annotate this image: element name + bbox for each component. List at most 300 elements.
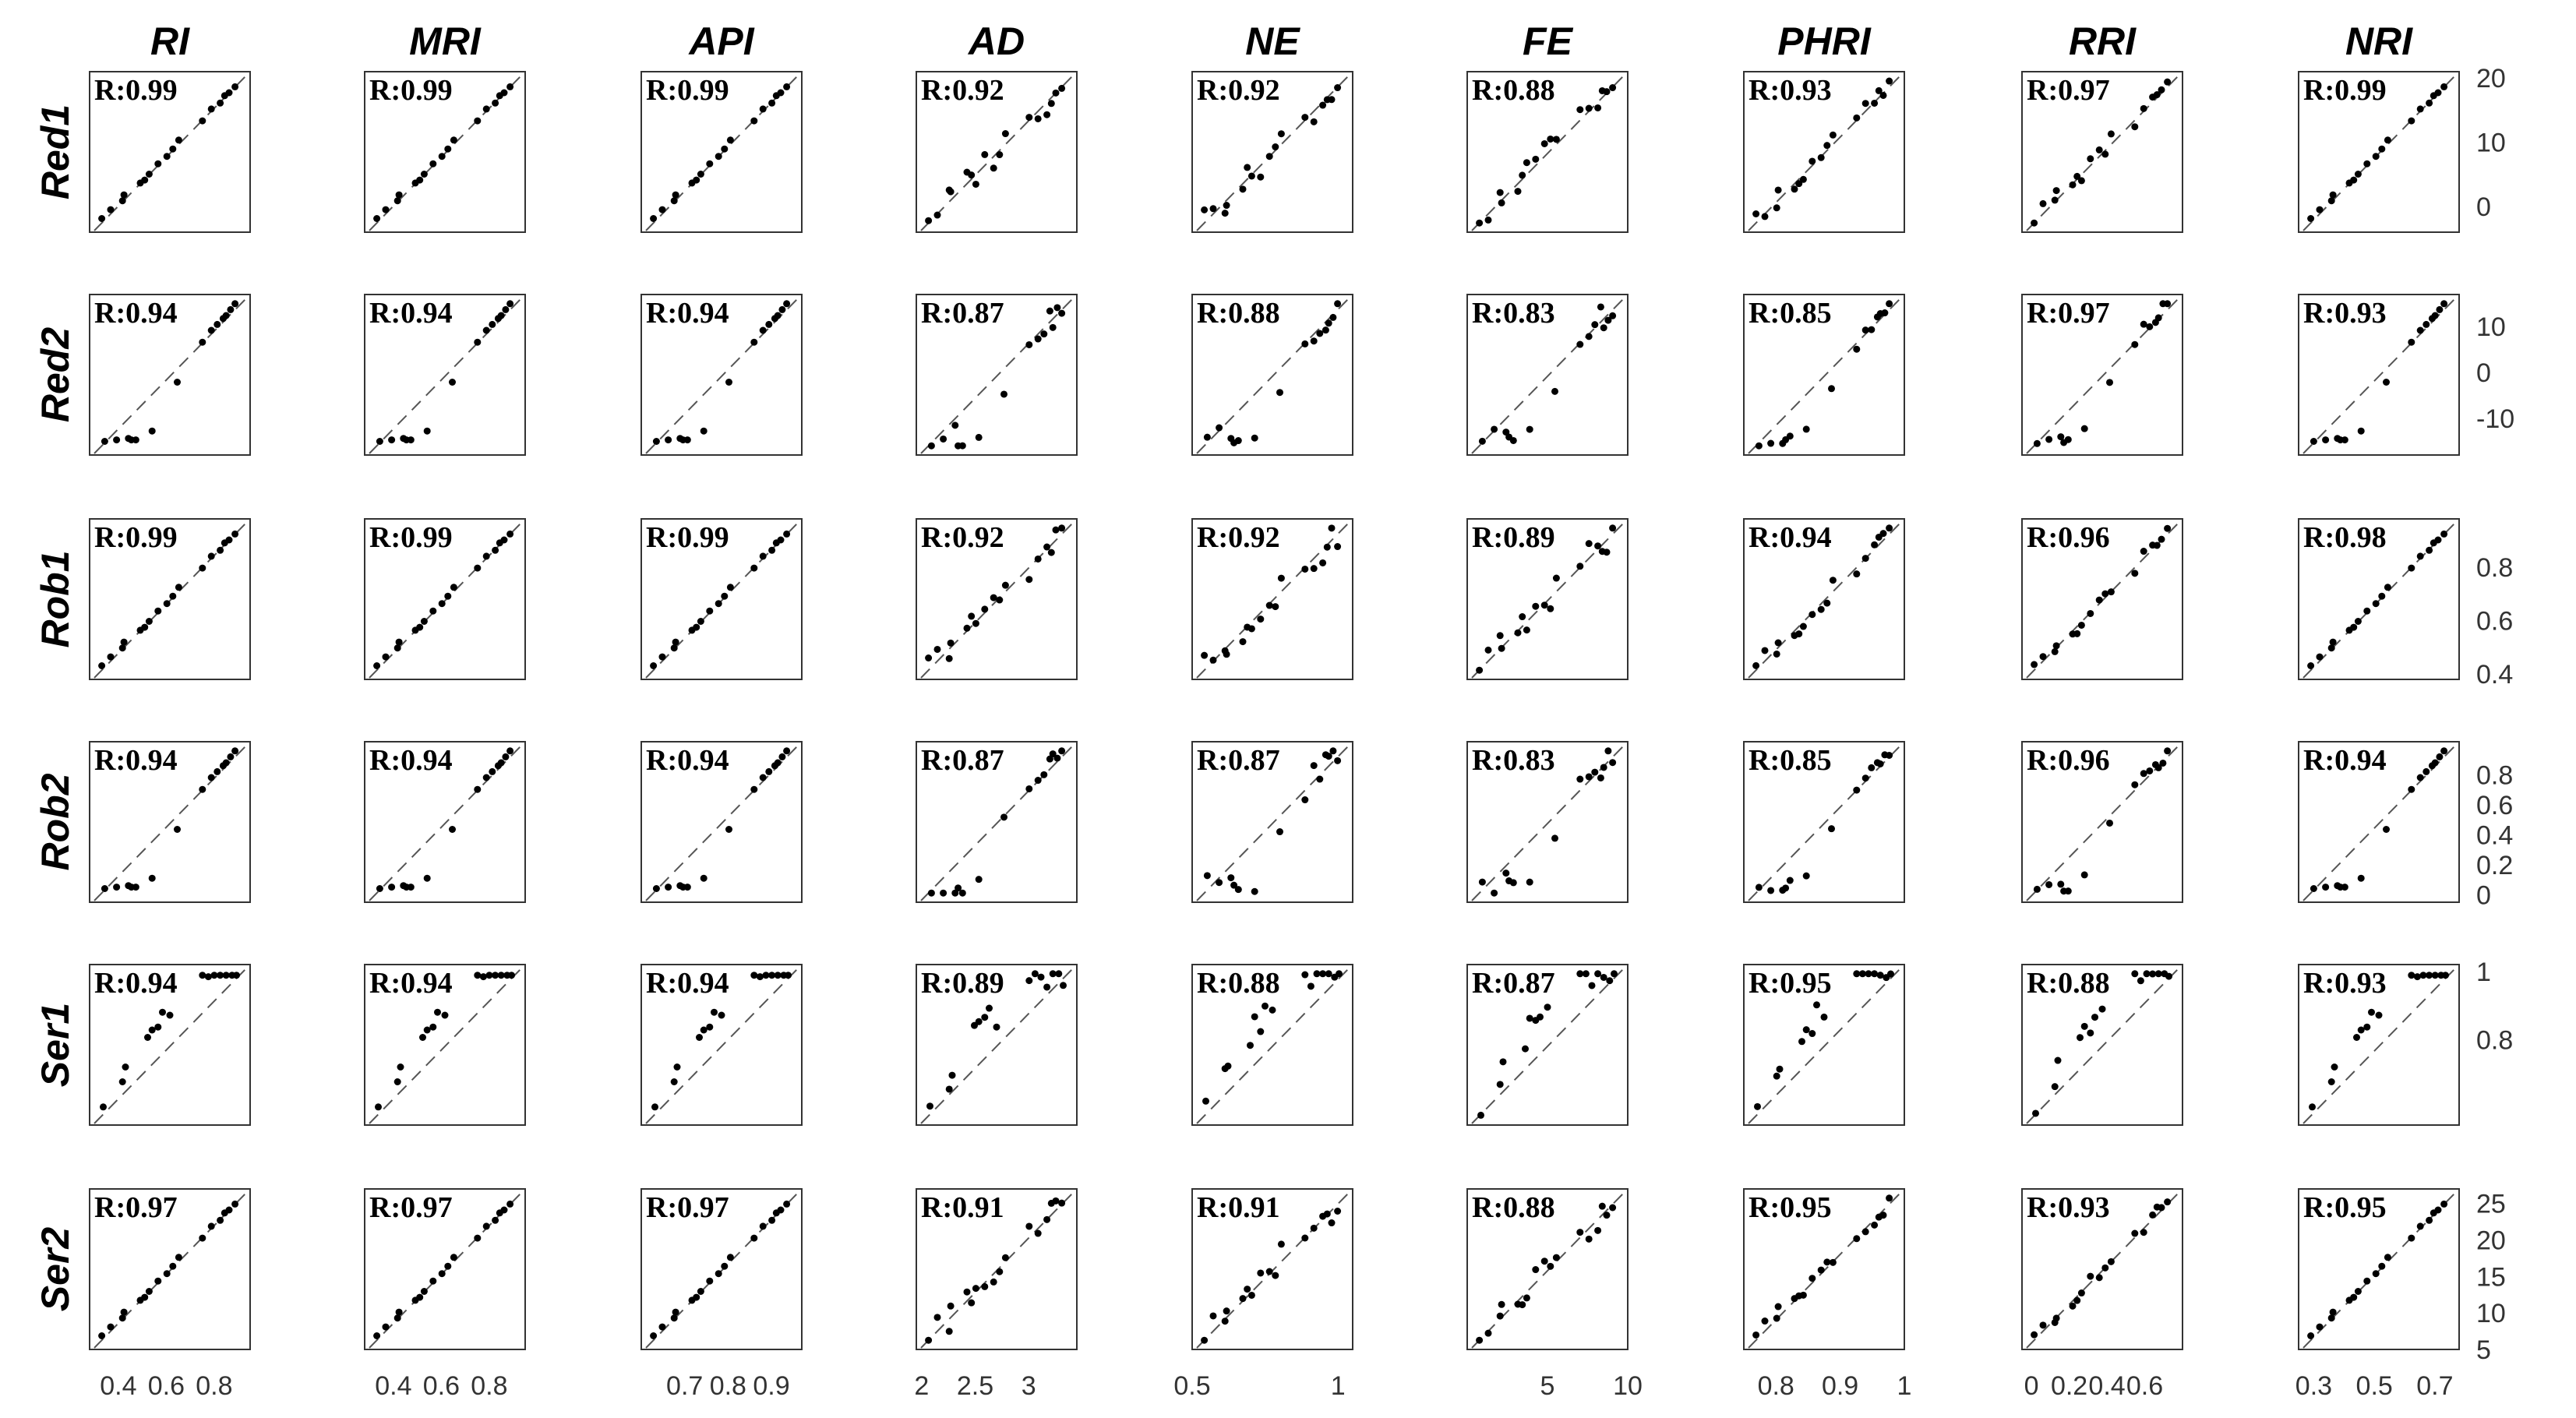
data-point [925, 654, 932, 661]
data-point [928, 890, 935, 897]
data-point [1043, 1216, 1050, 1223]
data-point [506, 300, 513, 307]
data-point [1491, 425, 1498, 432]
data-point [376, 438, 383, 445]
data-point [2376, 1012, 2383, 1019]
data-point [1752, 662, 1759, 669]
data-point [2417, 552, 2424, 559]
data-point [2087, 610, 2094, 617]
data-point [394, 1078, 401, 1085]
data-point [501, 537, 508, 544]
data-point [2131, 781, 2138, 788]
data-point [502, 753, 509, 760]
data-point [996, 1268, 1003, 1275]
data-point [1795, 630, 1802, 637]
data-point [508, 972, 515, 979]
data-point [990, 1279, 997, 1286]
data-point [1058, 310, 1065, 317]
data-point [1606, 977, 1613, 984]
data-point [2384, 584, 2391, 591]
data-point [1586, 540, 1593, 547]
data-point [1266, 153, 1273, 160]
data-point [1522, 1046, 1529, 1053]
data-point [223, 760, 230, 767]
data-point [2384, 1254, 2391, 1261]
r-value-label: R:0.92 [1197, 74, 1280, 107]
data-point [1476, 220, 1483, 227]
data-point [1272, 143, 1279, 150]
column-header-phri: PHRI [1777, 19, 1871, 63]
data-point [1278, 130, 1285, 137]
data-point [146, 618, 153, 625]
data-point [154, 160, 161, 168]
data-point [700, 428, 708, 435]
data-point [1510, 437, 1517, 444]
data-point [727, 136, 734, 143]
data-point [2353, 1034, 2360, 1041]
column-header-nri: NRI [2345, 19, 2413, 63]
data-point [231, 1201, 238, 1208]
data-point [434, 1009, 441, 1016]
data-point [1497, 1081, 1504, 1088]
data-point [775, 760, 782, 767]
data-point [1225, 1063, 1232, 1070]
r-value-label: R:0.93 [1749, 74, 1832, 107]
r-value-label: R:0.94 [94, 744, 178, 777]
data-point [397, 1064, 404, 1071]
data-point [2052, 196, 2059, 203]
panel-red1-ad [916, 72, 1077, 232]
data-point [483, 552, 490, 559]
data-point [2034, 440, 2041, 447]
data-point [684, 884, 691, 891]
data-point [768, 100, 775, 107]
row-header-red2: Red2 [34, 326, 77, 423]
data-point [1248, 1292, 1255, 1299]
x-tick-label: 0.8 [196, 1371, 233, 1401]
data-point [421, 1288, 428, 1295]
data-point [947, 1303, 955, 1310]
data-point [1035, 1230, 1042, 1237]
data-point [684, 436, 691, 443]
data-point [1871, 541, 1878, 549]
data-point [1329, 96, 1336, 103]
data-point [2310, 885, 2317, 892]
data-point [492, 547, 499, 554]
data-point [940, 436, 947, 443]
r-value-label: R:0.89 [1472, 521, 1555, 554]
y-tick-label: 0.8 [2476, 760, 2514, 791]
data-point [132, 884, 139, 891]
data-point [1800, 176, 1807, 183]
data-point [665, 436, 672, 443]
y-tick-label: 0.2 [2476, 850, 2514, 880]
row-header-rob2: Rob2 [34, 773, 77, 871]
data-point [1523, 626, 1530, 633]
panel-ser2-ad [916, 1189, 1077, 1349]
data-point [442, 1012, 449, 1019]
data-point [981, 1283, 988, 1290]
data-point [2426, 1217, 2433, 1224]
r-value-label: R:0.94 [1749, 521, 1832, 554]
data-point [1752, 210, 1759, 217]
data-point [141, 1294, 148, 1301]
data-point [1311, 1225, 1318, 1232]
data-point [697, 618, 704, 625]
data-point [474, 339, 481, 346]
data-point [659, 206, 666, 213]
data-point [1058, 1200, 1065, 1207]
data-point [778, 753, 785, 760]
data-point [1808, 157, 1816, 164]
data-point [113, 884, 120, 891]
data-point [449, 826, 456, 833]
data-point [1551, 388, 1558, 395]
data-point [383, 1324, 390, 1331]
data-point [408, 436, 415, 443]
data-point [750, 786, 757, 793]
data-point [1046, 308, 1053, 315]
panel-rob1-mri [365, 519, 525, 679]
panel-ser1-mri [365, 965, 525, 1125]
r-value-label: R:0.94 [369, 744, 453, 777]
column-header-api: API [689, 19, 754, 63]
data-point [227, 753, 234, 760]
x-tick-label: 0.8 [471, 1371, 508, 1401]
data-point [2031, 661, 2038, 668]
data-point [1600, 324, 1607, 331]
r-value-label: R:0.99 [369, 74, 453, 107]
data-point [2307, 662, 2314, 669]
data-point [1532, 1266, 1539, 1273]
data-point [2096, 597, 2103, 604]
data-point [217, 100, 224, 107]
data-point [2426, 100, 2433, 107]
data-point [2355, 171, 2362, 178]
data-point [2363, 160, 2370, 168]
r-value-label: R:0.99 [94, 74, 178, 107]
data-point [199, 1235, 206, 1242]
data-point [951, 422, 958, 429]
r-value-label: R:0.96 [2027, 521, 2110, 554]
data-point [672, 639, 679, 646]
data-point [396, 1309, 403, 1316]
data-point [959, 890, 966, 897]
data-point [2140, 105, 2147, 112]
x-tick-label: 1 [1330, 1371, 1346, 1401]
data-point [2436, 306, 2443, 313]
data-point [1762, 1317, 1769, 1325]
data-point [474, 118, 481, 125]
data-point [760, 327, 767, 334]
data-point [394, 197, 401, 204]
y-tick-label: 0.4 [2476, 660, 2514, 690]
data-point [1025, 977, 1032, 984]
panel-rob2-ne [1192, 742, 1353, 902]
data-point [725, 826, 732, 833]
data-point [2309, 1103, 2316, 1110]
data-point [1526, 879, 1533, 886]
data-point [2131, 123, 2138, 130]
data-point [2108, 588, 2115, 595]
data-point [1515, 630, 1522, 637]
data-point [1597, 303, 1604, 310]
data-point [1808, 1275, 1816, 1282]
y-tick-label: 0 [2476, 358, 2491, 389]
data-point [502, 306, 509, 313]
r-value-label: R:0.93 [2303, 967, 2387, 1000]
data-point [1800, 1292, 1807, 1299]
data-point [1053, 304, 1060, 311]
data-point [2055, 1057, 2062, 1064]
data-point [146, 1288, 153, 1295]
r-value-label: R:0.95 [2303, 1191, 2387, 1224]
data-point [2350, 624, 2357, 631]
row-header-red1: Red1 [34, 104, 77, 200]
data-point [1035, 556, 1042, 563]
data-point [2408, 972, 2415, 979]
data-point [1204, 872, 1211, 879]
panel-rob2-ri [90, 742, 250, 902]
data-point [174, 379, 181, 386]
data-point [1500, 1058, 1507, 1065]
r-value-label: R:0.99 [94, 521, 178, 554]
data-point [725, 379, 732, 386]
y-tick-label: 10 [2476, 1299, 2506, 1329]
data-point [1868, 326, 1875, 333]
data-point [2040, 200, 2047, 207]
data-point [1762, 647, 1769, 654]
y-tick-label: 20 [2476, 64, 2506, 94]
data-point [1853, 570, 1860, 577]
data-point [231, 531, 238, 538]
data-point [2045, 436, 2052, 443]
data-point [2108, 130, 2115, 137]
data-point [483, 774, 490, 781]
data-point [2307, 215, 2314, 222]
data-point [650, 662, 657, 669]
data-point [1782, 884, 1789, 891]
data-point [1519, 171, 1526, 178]
data-point [2087, 1029, 2094, 1036]
data-point [2096, 146, 2103, 153]
data-point [981, 1014, 988, 1021]
panel-red1-ri [90, 72, 250, 232]
data-point [2164, 1198, 2171, 1205]
data-point [1510, 879, 1517, 886]
data-point [1247, 1042, 1254, 1049]
data-point [2328, 197, 2335, 204]
panel-red2-nri [2299, 295, 2459, 455]
data-point [2322, 436, 2329, 443]
data-point [1589, 982, 1596, 989]
data-point [2373, 153, 2380, 160]
r-value-label: R:0.83 [1472, 744, 1555, 777]
data-point [2164, 79, 2171, 86]
data-point [1325, 970, 1332, 977]
data-point [121, 1309, 128, 1316]
data-point [1479, 879, 1486, 886]
data-point [1316, 776, 1323, 783]
data-point [1853, 1235, 1860, 1242]
data-point [1576, 106, 1583, 113]
data-point [2065, 887, 2072, 894]
data-point [169, 146, 176, 153]
data-point [2078, 177, 2085, 184]
panel-rob1-ri [90, 519, 250, 679]
data-point [208, 552, 215, 559]
data-point [1609, 84, 1616, 91]
panel-rob2-ad [916, 742, 1077, 902]
data-point [2101, 1265, 2108, 1272]
data-point [1586, 1236, 1593, 1243]
data-point [1600, 974, 1607, 981]
data-point [2408, 565, 2415, 572]
data-point [2034, 886, 2041, 893]
data-point [119, 197, 126, 204]
data-point [1886, 752, 1893, 759]
r-value-label: R:0.87 [1472, 967, 1555, 1000]
data-point [1334, 300, 1341, 307]
panel-ser2-rri [2022, 1189, 2183, 1349]
data-point [1479, 438, 1486, 445]
data-point [1257, 1028, 1264, 1035]
data-point [1886, 300, 1893, 307]
data-point [149, 428, 156, 435]
column-header-ne: NE [1245, 19, 1300, 63]
data-point [1818, 1267, 1825, 1274]
data-point [2140, 1229, 2147, 1236]
data-point [1038, 974, 1045, 981]
data-point [1609, 759, 1616, 766]
data-point [1828, 825, 1835, 832]
data-point [2106, 379, 2113, 386]
data-point [444, 593, 451, 600]
data-point [1025, 1222, 1032, 1229]
data-point [996, 151, 1003, 158]
data-point [1334, 84, 1341, 91]
data-point [2146, 767, 2153, 774]
data-point [1828, 385, 1835, 392]
data-point [946, 655, 953, 662]
data-point [1576, 776, 1583, 783]
data-point [1808, 1030, 1816, 1037]
data-point [665, 884, 672, 891]
data-point [1477, 1112, 1484, 1119]
data-point [450, 1254, 457, 1261]
data-point [169, 1263, 176, 1270]
data-point [394, 1314, 401, 1321]
data-point [947, 640, 955, 647]
data-point [1862, 1228, 1869, 1235]
data-point [2070, 1303, 2077, 1310]
data-point [424, 428, 431, 435]
data-point [100, 1103, 107, 1110]
data-point [1544, 1004, 1551, 1011]
r-value-label: R:0.97 [2027, 74, 2110, 107]
data-point [2341, 884, 2348, 891]
data-point [1002, 582, 1009, 589]
panel-red1-phri [1744, 72, 1904, 232]
data-point [2358, 875, 2365, 882]
data-point [132, 436, 139, 443]
data-point [2414, 973, 2421, 980]
data-point [119, 1078, 126, 1085]
data-point [1240, 185, 1247, 192]
data-point [1210, 1312, 1217, 1319]
data-point [1808, 611, 1816, 618]
data-point [1334, 543, 1341, 550]
data-point [700, 875, 708, 882]
data-point [154, 1024, 161, 1031]
data-point [167, 1012, 174, 1019]
data-point [2432, 312, 2439, 319]
data-point [2070, 182, 2077, 189]
data-point [1887, 971, 1894, 978]
data-point [1278, 575, 1285, 582]
data-point [1762, 213, 1769, 220]
data-point [928, 443, 935, 450]
data-point [981, 605, 988, 612]
data-point [1830, 132, 1837, 139]
data-point [217, 1217, 224, 1224]
x-tick-label: 5 [1540, 1371, 1555, 1401]
data-point [388, 884, 395, 891]
data-point [2031, 220, 2038, 227]
data-point [1551, 834, 1558, 841]
data-point [659, 654, 666, 661]
r-value-label: R:0.91 [921, 1191, 1004, 1224]
r-value-label: R:0.88 [1197, 967, 1280, 1000]
data-point [693, 177, 700, 184]
x-tick-label: 0.9 [753, 1371, 790, 1401]
panel-ser1-api [641, 965, 802, 1125]
data-point [1853, 115, 1860, 122]
data-point [396, 192, 403, 199]
data-point [1775, 1303, 1782, 1310]
data-point [1594, 104, 1601, 111]
data-point [498, 760, 505, 767]
data-point [1862, 100, 1869, 107]
data-point [947, 189, 955, 196]
data-point [2417, 774, 2424, 781]
data-point [1523, 1294, 1530, 1301]
data-point [760, 774, 767, 781]
data-point [1800, 623, 1807, 630]
data-point [2053, 1314, 2060, 1321]
data-point [408, 884, 415, 891]
panel-ser2-api [641, 1189, 802, 1349]
data-point [1278, 1240, 1285, 1247]
data-point [1803, 1026, 1810, 1033]
data-point [721, 1263, 728, 1270]
data-point [750, 1235, 757, 1242]
data-point [208, 1222, 215, 1229]
x-tick-label: 0 [2024, 1371, 2039, 1401]
r-value-label: R:0.95 [1749, 1191, 1832, 1224]
data-point [2149, 1212, 2156, 1219]
data-point [1311, 118, 1318, 125]
data-point [483, 1222, 490, 1229]
data-point [154, 608, 161, 615]
data-point [2081, 871, 2088, 878]
data-point [674, 1064, 681, 1071]
data-point [972, 181, 979, 188]
row-header-ser1: Ser1 [34, 1002, 77, 1088]
data-point [174, 826, 181, 833]
data-point [2131, 341, 2138, 348]
x-tick-label: 0.6 [147, 1371, 185, 1401]
